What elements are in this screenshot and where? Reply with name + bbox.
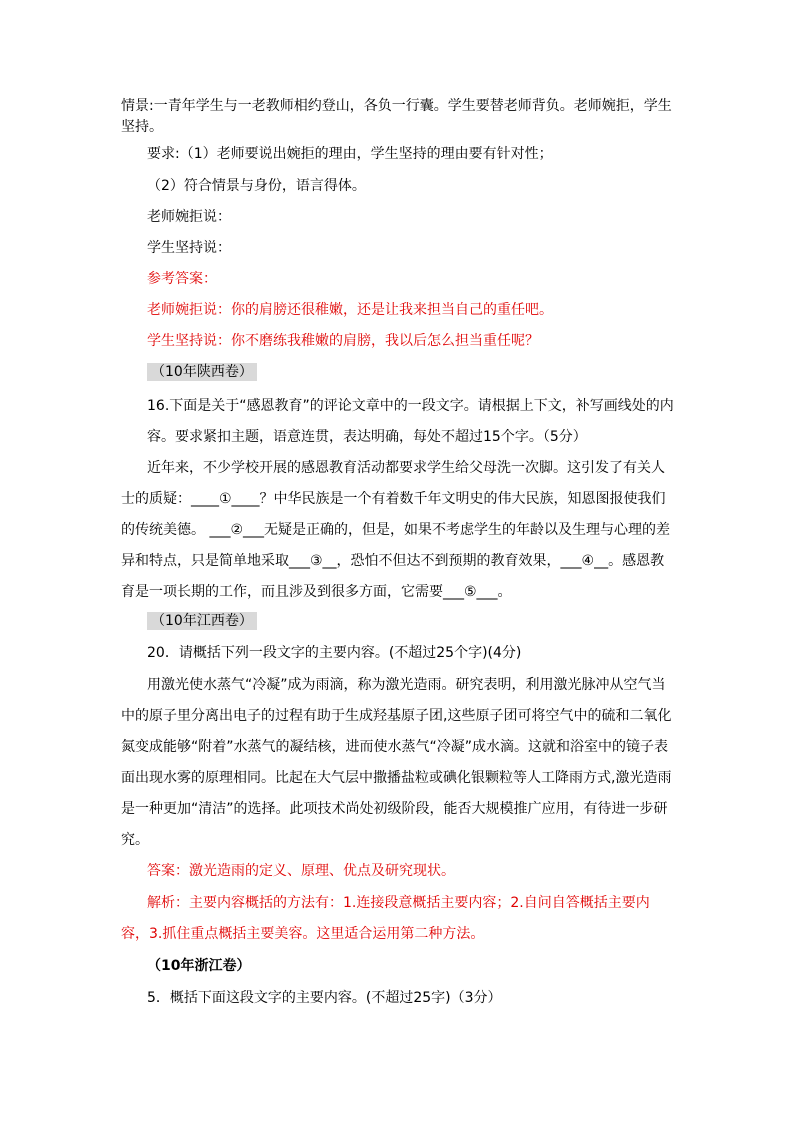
student-answer: 学生坚持说：你不磨练我稚嫩的肩膀，我以后怎么担当重任呢？ bbox=[147, 333, 539, 349]
source-tag-label: （10年陕西卷） bbox=[147, 363, 257, 381]
source-tag-zhejiang: （10年浙江卷） bbox=[147, 958, 251, 974]
question-16 bbox=[147, 391, 677, 453]
source-tag-shaanxi bbox=[147, 362, 677, 383]
teacher-prompt: 老师婉拒说： bbox=[147, 209, 231, 225]
requirement-2: （2）符合情景与身份，语言得体。 bbox=[147, 178, 366, 194]
question-16-text: 16.下面是关于“感恩教育”的评论文章中的一段文字。请根据上下文，补写画线处的内容。要求紧扣主题，语意连贯，表达明确，每处不超过15个字。（5分） bbox=[147, 398, 674, 445]
reference-answer-label: 参考答案： bbox=[147, 271, 217, 287]
passage-20: 用激光使水蒸气“冷凝”成为雨滴，称为激光造雨。研究表明，利用激光脉冲从空气当中的原子里分离出电子的过程有助于生成羟基原子团,这些原子团可将空气中的硫和二氧化氮变成能够“附着”水蒸气的凝结核，进而使水蒸气“冷凝”成水滴。这就和浴室中的镜子表面出现水雾的原理相同。比起在大气层中撒播盐粒或碘化银颗粒等人工降雨方式,激光造雨是一种更加“清洁”的选择。此项技术尚处初级阶段，能否大规模推广应用，有待进一步研究。 bbox=[121, 677, 672, 848]
passage-16: 近年来，不少学校开展的感恩教育活动都要求学生给父母洗一次脚。这引发了有关人士的质疑：____①____？中华民族是一个有着数千年文明史的伟大民族，知恩图报使我们的传统美德。 ___②___无疑是正确的，但是，如果不考虑学生的年龄以及生理与心理的差异和特点，只是简单地采取___③__，恐怕不但达不到预期的教育效果，___④__。感恩教育是一项长期的工作，而且涉及到很多方面，它需要___⑤___。 bbox=[121, 460, 670, 600]
analysis-20: 解析：主要内容概括的方法有：1.连接段意概括主要内容；2.自问自答概括主要内容，3.抓住重点概括主要美容。这里适合运用第二种方法。 bbox=[121, 895, 650, 942]
teacher-answer: 老师婉拒说：你的肩膀还很稚嫩，还是让我来担当自己的重任吧。 bbox=[147, 302, 553, 318]
question-20: 20．请概括下列一段文字的主要内容。(不超过25个字)(4分) bbox=[147, 645, 522, 661]
student-prompt: 学生坚持说： bbox=[147, 240, 231, 256]
answer-20: 答案：激光造雨的定义、原理、优点及研究现状。 bbox=[147, 863, 455, 879]
scenario-text: 情景:一青年学生与一老教师相约登山，各负一行囊。学生要替老师背负。老师婉拒，学生坚持。 bbox=[121, 98, 672, 135]
question-5: 5．概括下面这段文字的主要内容。(不超过25字)（3分） bbox=[147, 990, 502, 1006]
source-tag-label: （10年江西卷） bbox=[147, 612, 257, 630]
source-tag-jiangxi bbox=[147, 611, 677, 632]
requirement-1: 要求:（1）老师要说出婉拒的理由，学生坚持的理由要有针对性； bbox=[147, 146, 553, 162]
